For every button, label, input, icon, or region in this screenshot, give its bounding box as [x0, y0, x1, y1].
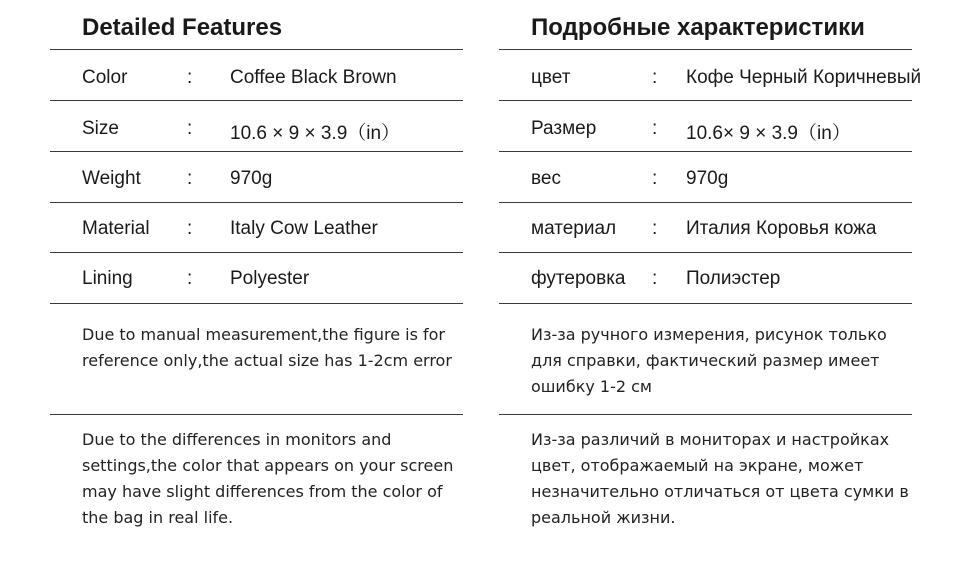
divider [499, 202, 912, 203]
spec-colon: : [652, 168, 658, 189]
divider [499, 303, 912, 304]
divider [50, 202, 463, 203]
spec-value: Italy Cow Leather [230, 218, 378, 239]
spec-label: Size [82, 118, 119, 139]
divider [50, 49, 463, 50]
spec-value: Polyester [230, 268, 310, 289]
color-disclaimer: Due to the differences in monitors and settings,the color that appears on your screen may have slight differences from the color of the bag in real life. [82, 430, 454, 527]
spec-colon: : [187, 67, 193, 88]
color-disclaimer: Из-за различий в мониторах и настройках цвет, отображаемый на экране, может незначительно отличаться от цвета сумки в реальной жизни. [531, 430, 909, 527]
spec-label: материал [531, 218, 617, 239]
spec-value: Полиэстер [686, 268, 781, 289]
spec-value: 970g [686, 168, 729, 189]
spec-label: Lining [82, 268, 133, 289]
spec-label: Material [82, 218, 150, 239]
spec-value: 10.6 × 9 × 3.9（in） [230, 123, 401, 144]
spec-label: Weight [82, 168, 141, 189]
spec-colon: : [652, 67, 658, 88]
spec-value: Coffee Black Brown [230, 67, 397, 88]
divider [499, 151, 912, 152]
spec-colon: : [652, 118, 658, 139]
divider [50, 414, 463, 415]
spec-value: 970g [230, 168, 273, 189]
spec-value: 10.6× 9 × 3.9（in） [686, 123, 851, 144]
divider [499, 100, 912, 101]
spec-colon: : [652, 268, 658, 289]
section-title: Подробные характеристики [531, 14, 865, 41]
spec-colon: : [187, 168, 193, 189]
divider [50, 303, 463, 304]
spec-value: Италия Коровья кожа [686, 218, 877, 239]
divider [499, 49, 912, 50]
spec-colon: : [187, 268, 193, 289]
divider [499, 414, 912, 415]
section-title: Detailed Features [82, 14, 283, 41]
spec-colon: : [652, 218, 658, 239]
measurement-note: Due to manual measurement,the figure is for reference only,the actual size has 1-2cm error [82, 325, 452, 370]
spec-value: Кофе Черный Коричневый [686, 67, 922, 88]
spec-label: Color [82, 67, 128, 88]
spec-label: вес [531, 168, 561, 189]
divider [50, 252, 463, 253]
spec-colon: : [187, 118, 193, 139]
measurement-note: Из-за ручного измерения, рисунок только для справки, фактический размер имеет ошибку 1-2 см [531, 325, 887, 396]
divider [50, 100, 463, 101]
spec-label: Размер [531, 118, 597, 139]
divider [50, 151, 463, 152]
divider [499, 252, 912, 253]
spec-label: футеровка [531, 268, 626, 289]
spec-label: цвет [531, 67, 571, 88]
spec-colon: : [187, 218, 193, 239]
